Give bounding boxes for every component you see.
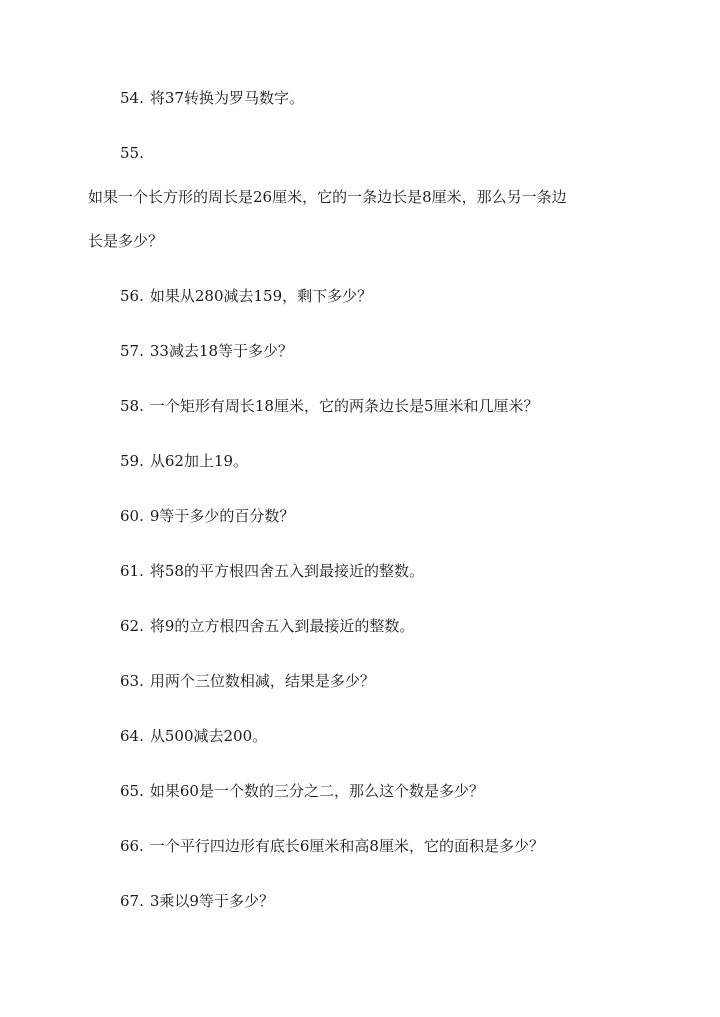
question-text: 33减去18等于多少？ xyxy=(149,342,294,360)
question-54 xyxy=(120,88,304,108)
question-number: 54. xyxy=(120,89,144,107)
question-text: 9等于多少的百分数？ xyxy=(149,507,295,525)
question-61 xyxy=(120,561,424,581)
question-55-text-line1: 如果一个长方形的周长是26厘米，它的一条边长是8厘米，那么另一条边 xyxy=(88,188,567,206)
question-64 xyxy=(120,726,267,746)
question-number: 62. xyxy=(120,617,144,635)
question-text: 用两个三位数相减，结果是多少？ xyxy=(149,672,375,690)
question-60 xyxy=(120,506,294,526)
question-text: 如果60是一个数的三分之二，那么这个数是多少？ xyxy=(149,782,484,800)
question-number: 60. xyxy=(120,507,144,525)
question-number: 56. xyxy=(120,287,144,305)
question-55-number xyxy=(120,143,150,163)
question-text: 将58的平方根四舍五入到最接近的整数。 xyxy=(149,562,424,580)
question-number: 61. xyxy=(120,562,144,580)
question-59 xyxy=(120,451,248,471)
question-text: 3乘以9等于多少？ xyxy=(149,892,274,910)
question-number: 66. xyxy=(120,837,144,855)
question-62 xyxy=(120,616,414,636)
question-55-text-line2: 长是多少？ xyxy=(88,232,164,250)
question-number: 63. xyxy=(120,672,144,690)
question-text: 如果从280减去159，剩下多少？ xyxy=(149,287,373,305)
question-65 xyxy=(120,781,484,801)
question-text: 一个平行四边形有底长6厘米和高8厘米，它的面积是多少？ xyxy=(149,837,544,855)
question-57 xyxy=(120,341,293,361)
question-text: 从500减去200。 xyxy=(149,727,268,745)
question-56 xyxy=(120,286,372,306)
question-number: 58. xyxy=(120,397,144,415)
question-number: 64. xyxy=(120,727,144,745)
question-number: 59. xyxy=(120,452,144,470)
question-text: 将37转换为罗马数字。 xyxy=(149,89,304,107)
question-text: 将9的立方根四舍五入到最接近的整数。 xyxy=(149,617,415,635)
question-text: 从62加上19。 xyxy=(149,452,249,470)
question-66 xyxy=(120,836,544,856)
question-number: 67. xyxy=(120,892,144,910)
question-text: 一个矩形有周长18厘米，它的两条边长是5厘米和几厘米？ xyxy=(149,397,539,415)
question-67 xyxy=(120,891,274,911)
question-number: 57. xyxy=(120,342,144,360)
question-63 xyxy=(120,671,375,691)
question-number: 65. xyxy=(120,782,144,800)
question-58 xyxy=(120,396,539,416)
question-number: 55. xyxy=(120,144,144,162)
